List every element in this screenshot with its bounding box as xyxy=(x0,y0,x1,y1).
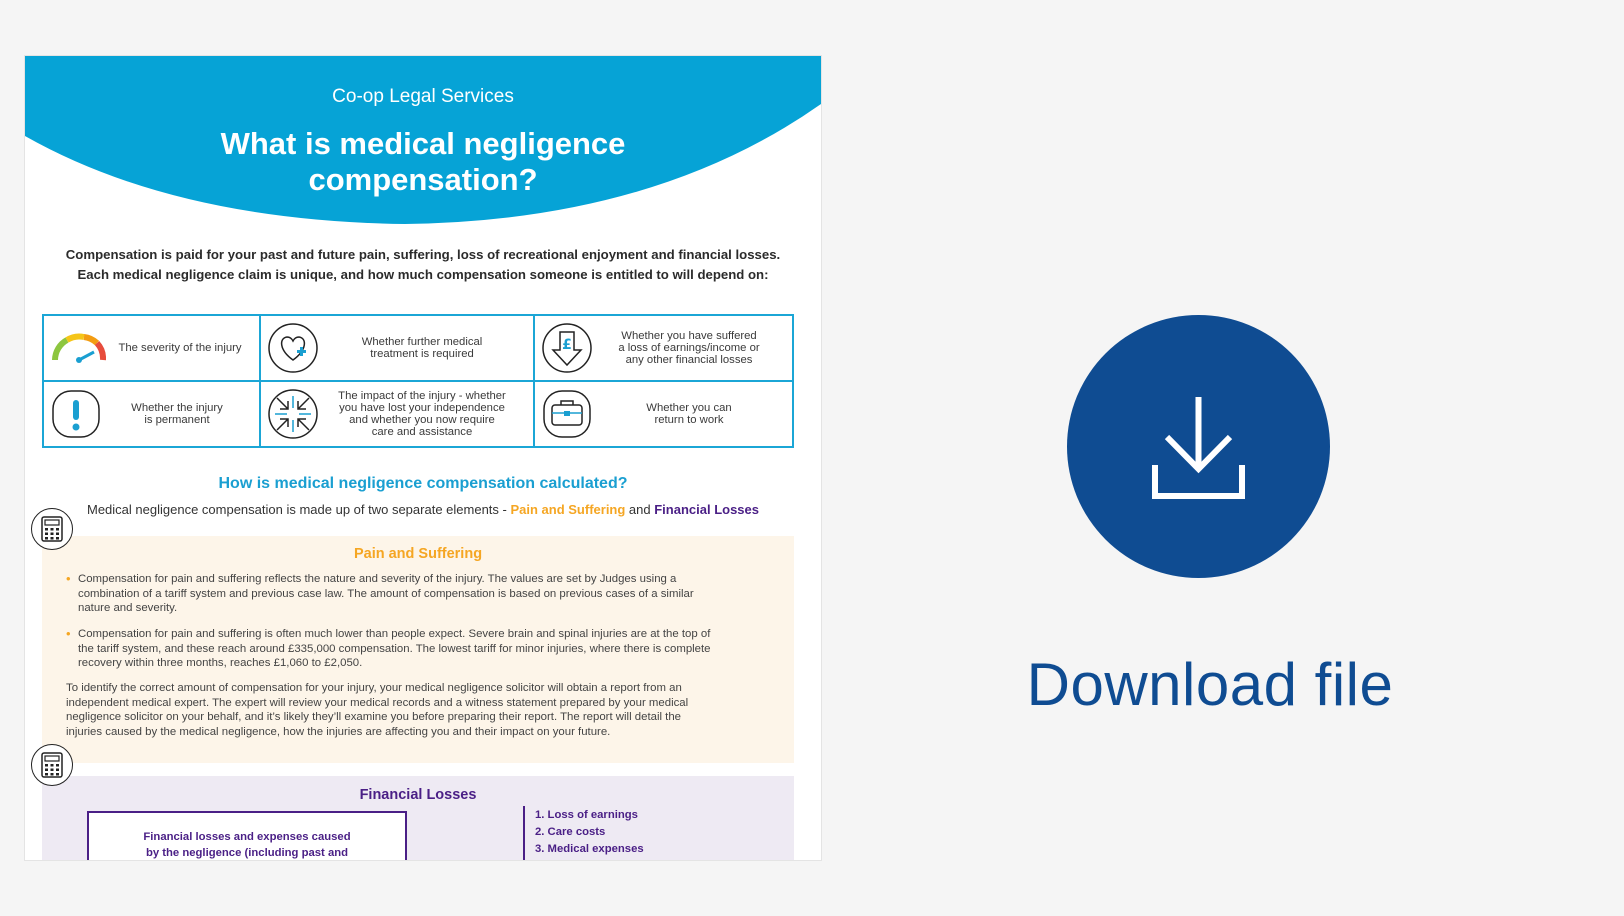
pound-arrow-icon xyxy=(541,322,593,374)
intro-text: Compensation is paid for your past and future pain, suffering, loss of recreational enjoyment and financial losses. Each medical negligence claim is unique, and how much compensation someone is entitled to will depend on: xyxy=(65,247,781,282)
factor-impact: The impact of the injury - whether you have lost your independence and whether you now require care and assistance xyxy=(261,382,533,446)
brand-name: Co-op Legal Services xyxy=(332,86,514,107)
factor-permanent: Whether the injury is permanent xyxy=(44,382,259,446)
list-item: 2. Care costs xyxy=(535,826,606,838)
calculation-subtitle: Medical negligence compensation is made up of two separate elements - Pain and Suffering and Financial Losses xyxy=(87,502,759,517)
pain-paragraph: To identify the correct amount of compensation for your injury, your medical negligence solicitor will obtain a report from an independent medical expert. The expert will review your medical records and a witness statement prepared by your medical negligence solicitor on your behalf, and it’s likely they’ll examine you before preparing their report. The report will detail the injuries caused by the medical negligence, how the injuries are affecting you and their impact on your future. xyxy=(66,682,689,738)
download-file-link[interactable]: Download file xyxy=(1026,651,1394,718)
factor-treatment: Whether further medical treatment is required xyxy=(261,316,533,380)
pain-bullet-1: • Compensation for pain and suffering reflects the nature and severity of the injury. The values are set by Judges using a combination of a tariff system and previous case law. The amount of compensation is based on previous cases of a similar nature and severity. xyxy=(66,571,694,614)
pain-suffering-section xyxy=(42,536,794,763)
list-item: 3. Medical expenses xyxy=(535,843,644,855)
download-arrow-icon xyxy=(1067,315,1330,578)
calculation-heading: How is medical negligence compensation calculated? xyxy=(218,475,628,492)
calculator-icon xyxy=(31,508,73,550)
financial-losses-box: Financial losses and expenses caused by the negligence (including past and xyxy=(87,811,407,860)
financial-losses-section xyxy=(42,776,794,860)
factor-return-to-work: Whether you can return to work xyxy=(535,382,792,446)
pain-suffering-title: Pain and Suffering xyxy=(353,546,483,562)
svg-text:£: £ xyxy=(562,337,572,353)
financial-losses-title: Financial Losses xyxy=(359,787,477,803)
document-preview xyxy=(25,56,821,860)
download-button[interactable] xyxy=(1067,315,1330,578)
pain-bullet-2: • Compensation for pain and suffering is often much lower than people expect. Severe brain and spinal injuries are at the top of the tariff system, and these reach around £335,000 compensation. The lowest tariff for minor injuries, where there is complete recovery within three months, reaches £1,060 to £2,050. xyxy=(66,626,711,669)
financial-losses-list xyxy=(535,807,644,858)
briefcase-icon xyxy=(541,388,593,440)
exclamation-icon xyxy=(50,388,102,440)
factors-grid xyxy=(42,314,794,448)
heart-plus-icon xyxy=(267,322,319,374)
calculator-icon xyxy=(31,744,73,786)
list-item: 1. Loss of earnings xyxy=(535,809,638,821)
document-title: What is medical negligence compensation? xyxy=(220,126,626,197)
factor-severity: The severity of the injury xyxy=(44,316,259,380)
gauge-icon xyxy=(50,331,106,365)
factor-financial: £ Whether you have suffered a loss of earnings/income or any other financial losses xyxy=(535,316,792,380)
arrows-in-icon xyxy=(267,388,319,440)
